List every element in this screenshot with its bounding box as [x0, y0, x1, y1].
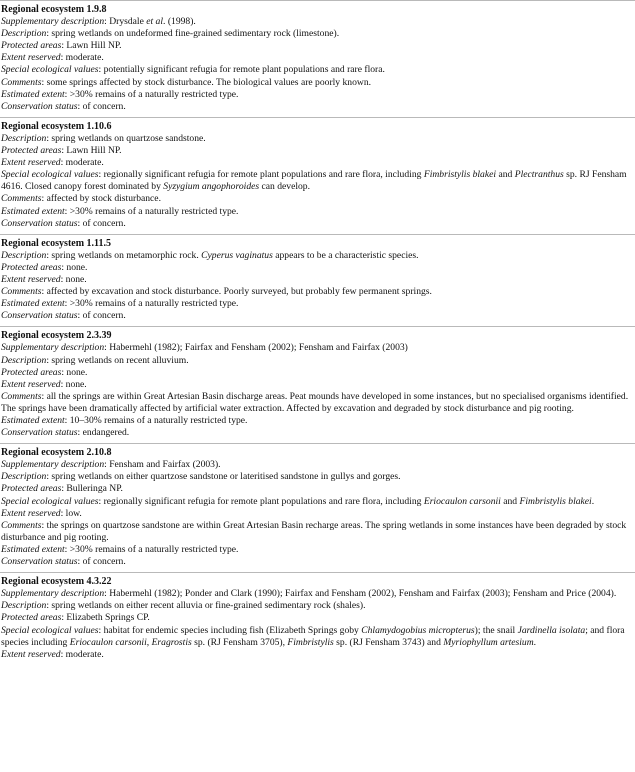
- field-colon: :: [104, 588, 110, 600]
- field-label: Conservation status: [1, 100, 78, 112]
- field-label: Special ecological values: [1, 169, 99, 181]
- field-line: [1, 286, 634, 298]
- species-name: Fimbristylis blakei: [423, 169, 497, 181]
- field-value: Habermehl (1982); Fairfax and Fensham (2002); Fensham and Fairfax (2003): [109, 342, 408, 354]
- field-label: Description: [1, 28, 47, 40]
- field-value: and: [496, 169, 515, 181]
- field-value: .: [591, 495, 595, 507]
- species-name: Eriocaulon carsonii: [69, 636, 147, 648]
- species-name: Eragrostis: [151, 636, 192, 648]
- field-colon: :: [98, 624, 104, 636]
- field-value: none.: [66, 261, 88, 273]
- field-colon: :: [77, 217, 83, 229]
- field-value: regionally significant refugia for remote plant populations and rare flora, including: [103, 169, 424, 181]
- field-line: [1, 157, 634, 169]
- field-colon: :: [60, 157, 66, 169]
- field-value: Lawn Hill NP.: [66, 145, 122, 157]
- field-label: Extent reserved: [1, 157, 61, 169]
- field-value: >30% remains of a naturally restricted type.: [69, 543, 239, 555]
- field-value: and: [500, 495, 520, 507]
- ecosystem-entry: [0, 235, 635, 327]
- field-label: Protected areas: [1, 145, 62, 157]
- field-line: [1, 16, 634, 28]
- field-label: Description: [1, 471, 47, 483]
- field-colon: :: [98, 169, 104, 181]
- field-value: none.: [66, 366, 88, 378]
- field-line: [1, 262, 634, 274]
- field-value: moderate.: [65, 52, 104, 64]
- species-name: Eriocaulon carsonii: [423, 495, 501, 507]
- field-colon: :: [61, 40, 67, 52]
- field-label: Comments: [1, 286, 42, 298]
- field-label: Comments: [1, 390, 42, 402]
- field-label: Comments: [1, 519, 42, 531]
- field-line: [1, 483, 634, 495]
- field-colon: :: [60, 648, 66, 660]
- field-value: ; and flora species including: [1, 624, 625, 648]
- field-colon: :: [98, 64, 104, 76]
- field-value: potentially significant refugia for remote plant populations and rare flora.: [103, 64, 385, 76]
- field-colon: :: [64, 415, 70, 426]
- field-colon: :: [46, 354, 52, 366]
- field-colon: :: [60, 507, 66, 519]
- field-colon: :: [46, 600, 52, 612]
- species-name: Chlamydogobius micropterus: [361, 624, 475, 636]
- field-colon: :: [104, 16, 110, 28]
- field-value: spring wetlands on undeformed fine-grained sedimentary rock (limestone).: [51, 28, 340, 40]
- field-value: some springs affected by stock disturbance. The biological values are poorly known.: [46, 76, 372, 88]
- field-colon: :: [104, 459, 110, 471]
- field-value: Habermehl (1982); Ponder and Clark (1990); Fairfax and Fensham (2002), Fensham and Fairfax (2003); Fensham and Price (2004).: [109, 588, 617, 600]
- field-label: Conservation status: [1, 427, 78, 439]
- field-colon: :: [61, 366, 67, 378]
- field-colon: :: [41, 286, 47, 298]
- field-colon: :: [61, 261, 67, 273]
- field-colon: :: [61, 612, 67, 624]
- field-label: Protected areas: [1, 483, 62, 495]
- field-label: Extent reserved: [1, 648, 61, 660]
- field-colon: :: [41, 390, 47, 402]
- field-line: [1, 367, 634, 379]
- field-value: .: [533, 636, 537, 648]
- field-colon: :: [61, 145, 67, 157]
- field-value: all the springs are within Great Artesian Basin discharge areas. Peat mounds have developed in some instances, but no specialised organisms identified. The springs have been dramatically affected by artificial water extraction. Affected by excavation and degraded by stock disturbance and pig rooting.: [1, 390, 629, 414]
- field-colon: :: [41, 193, 47, 205]
- field-value: spring wetlands on either quartzose sandstone or lateritised sandstone in gullys and gorges.: [51, 471, 401, 483]
- field-line: [1, 391, 634, 415]
- field-value: 10–30% remains of a naturally restricted type.: [69, 415, 248, 426]
- field-line: [1, 342, 634, 354]
- field-label: Special ecological values: [1, 64, 99, 76]
- field-value: moderate.: [65, 648, 104, 660]
- field-label: Description: [1, 132, 47, 144]
- ecosystem-title: Regional ecosystem 4.3.22: [1, 576, 112, 588]
- species-name: Cyperus vaginatus: [201, 249, 273, 261]
- ecosystem-entry: [0, 118, 635, 234]
- field-value: sp. (RJ Fensham 3743) and: [333, 636, 444, 648]
- field-colon: :: [98, 495, 104, 507]
- field-line: [1, 145, 634, 157]
- field-line: [1, 298, 634, 310]
- ecosystem-entry: [0, 444, 635, 572]
- field-line: [1, 459, 634, 471]
- field-value: >30% remains of a naturally restricted type.: [69, 88, 239, 100]
- field-value: ); the snail: [474, 624, 518, 636]
- field-value: endangered.: [82, 427, 130, 439]
- field-colon: :: [77, 556, 83, 568]
- field-value: >30% remains of a naturally restricted type.: [69, 298, 239, 310]
- field-value: of concern.: [82, 100, 126, 112]
- field-label: Special ecological values: [1, 624, 99, 636]
- field-value: Drysdale: [109, 16, 147, 28]
- field-line: [1, 193, 634, 205]
- field-line: [1, 556, 634, 568]
- field-label: Supplementary description: [1, 588, 105, 600]
- ecosystem-title: Regional ecosystem 2.3.39: [1, 330, 112, 342]
- field-label: Estimated extent: [1, 298, 65, 310]
- field-colon: :: [77, 310, 83, 322]
- field-label: Description: [1, 354, 47, 366]
- field-label: Extent reserved: [1, 378, 61, 390]
- field-value: Elizabeth Springs CP.: [66, 612, 150, 624]
- field-line: [1, 588, 634, 600]
- field-line: [1, 520, 634, 544]
- field-value: sp. (RJ Fensham 3705),: [191, 636, 288, 648]
- field-label: Estimated extent: [1, 88, 65, 100]
- field-label: Description: [1, 249, 47, 261]
- field-colon: :: [64, 88, 70, 100]
- field-label: Protected areas: [1, 612, 62, 624]
- field-line: [1, 508, 634, 520]
- field-value: affected by stock disturbance.: [46, 193, 161, 205]
- field-label: Supplementary description: [1, 459, 105, 471]
- field-value: spring wetlands on recent alluvium.: [51, 354, 189, 366]
- field-line: [1, 379, 634, 391]
- field-line: [1, 52, 634, 64]
- field-label: Comments: [1, 76, 42, 88]
- field-label: Estimated extent: [1, 543, 65, 555]
- field-line: [1, 40, 634, 52]
- field-value: of concern.: [82, 217, 126, 229]
- field-line: [1, 89, 634, 101]
- field-colon: :: [60, 378, 66, 390]
- species-name: Syzygium angophoroides: [163, 181, 260, 193]
- field-label: Extent reserved: [1, 507, 61, 519]
- field-value: the springs on quartzose sandstone are within Great Artesian Basin recharge areas. The spring wetlands in some instances have been degraded by stock disturbance and pig rooting.: [1, 519, 627, 543]
- field-line: [1, 496, 634, 508]
- field-value: can develop.: [259, 181, 310, 193]
- field-value: appears to be a characteristic species.: [272, 249, 419, 261]
- field-value: of concern.: [82, 556, 126, 568]
- field-label: Conservation status: [1, 310, 78, 322]
- field-value: of concern.: [82, 310, 126, 322]
- field-value: spring wetlands on quartzose sandstone.: [51, 132, 206, 144]
- field-label: Protected areas: [1, 366, 62, 378]
- field-colon: :: [46, 249, 52, 261]
- field-line: [1, 274, 634, 286]
- ecosystem-title: Regional ecosystem 2.10.8: [1, 447, 112, 459]
- field-line: [1, 355, 634, 367]
- field-value: habitat for endemic species including fish (Elizabeth Springs goby: [103, 624, 362, 636]
- field-value: . (1998).: [163, 16, 196, 28]
- field-value: regionally significant refugia for remote plant populations and rare flora, including: [103, 495, 424, 507]
- species-name: et al: [146, 16, 164, 28]
- field-line: [1, 77, 634, 89]
- field-value: none.: [65, 378, 87, 390]
- field-line: [1, 544, 634, 556]
- field-value: low.: [65, 507, 82, 519]
- field-colon: :: [77, 427, 83, 439]
- field-colon: :: [41, 519, 47, 531]
- field-colon: :: [60, 52, 66, 64]
- field-line: [1, 169, 634, 193]
- field-value: >30% remains of a naturally restricted type.: [69, 205, 239, 217]
- field-value: Lawn Hill NP.: [66, 40, 122, 52]
- field-label: Conservation status: [1, 556, 78, 568]
- field-value: ,: [146, 636, 152, 648]
- field-line: [1, 415, 634, 427]
- field-label: Extent reserved: [1, 273, 61, 285]
- field-value: spring wetlands on metamorphic rock.: [51, 249, 202, 261]
- field-colon: :: [104, 342, 110, 354]
- field-line: [1, 218, 634, 230]
- field-line: [1, 250, 634, 262]
- field-label: Supplementary description: [1, 16, 105, 28]
- field-value: spring wetlands on either recent alluvia or fine-grained sedimentary rock (shales).: [51, 600, 366, 612]
- species-name: Myriophyllum artesium: [443, 636, 534, 648]
- field-value: affected by excavation and stock disturbance. Poorly surveyed, but probably few permanent springs.: [46, 286, 432, 298]
- field-colon: :: [77, 100, 83, 112]
- field-colon: :: [64, 298, 70, 310]
- field-line: [1, 310, 634, 322]
- field-line: [1, 101, 634, 113]
- ecosystem-entry: [0, 1, 635, 117]
- field-colon: :: [64, 543, 70, 555]
- field-colon: :: [60, 273, 66, 285]
- field-line: [1, 64, 634, 76]
- field-line: [1, 612, 634, 624]
- field-label: Estimated extent: [1, 415, 65, 426]
- species-name: Plectranthus: [514, 169, 564, 181]
- field-line: [1, 625, 634, 649]
- field-line: [1, 649, 634, 661]
- field-value: Fensham and Fairfax (2003).: [109, 459, 221, 471]
- ecosystem-entry: [0, 327, 635, 443]
- ecosystem-title: Regional ecosystem 1.11.5: [1, 237, 111, 249]
- species-name: Fimbristylis blakei: [519, 495, 592, 507]
- field-colon: :: [46, 132, 52, 144]
- field-line: [1, 206, 634, 218]
- ecosystem-title: Regional ecosystem 1.10.6: [1, 120, 112, 132]
- field-line: [1, 28, 634, 40]
- field-colon: :: [46, 471, 52, 483]
- species-name: Fimbristylis: [287, 636, 334, 648]
- field-label: Comments: [1, 193, 42, 205]
- ecosystem-title: Regional ecosystem 1.9.8: [1, 4, 107, 15]
- field-label: Conservation status: [1, 217, 78, 229]
- ecosystem-entry: [0, 573, 635, 665]
- field-line: [1, 471, 634, 483]
- field-value: moderate.: [65, 157, 104, 169]
- field-label: Extent reserved: [1, 52, 61, 64]
- field-colon: :: [41, 76, 47, 88]
- field-colon: :: [61, 483, 67, 495]
- field-colon: :: [64, 205, 70, 217]
- field-label: Protected areas: [1, 261, 62, 273]
- field-label: Protected areas: [1, 40, 62, 52]
- field-line: [1, 133, 634, 145]
- field-value: none.: [65, 273, 87, 285]
- field-line: [1, 427, 634, 439]
- field-line: [1, 600, 634, 612]
- field-label: Description: [1, 600, 47, 612]
- field-label: Special ecological values: [1, 495, 99, 507]
- field-value: sp. RJ Fensham 4616. Closed canopy forest dominated by: [1, 169, 627, 193]
- species-name: Jardinella isolata: [517, 624, 586, 636]
- field-label: Supplementary description: [1, 342, 105, 354]
- field-colon: :: [46, 28, 52, 40]
- field-value: Bulleringa NP.: [66, 483, 123, 495]
- field-label: Estimated extent: [1, 205, 65, 217]
